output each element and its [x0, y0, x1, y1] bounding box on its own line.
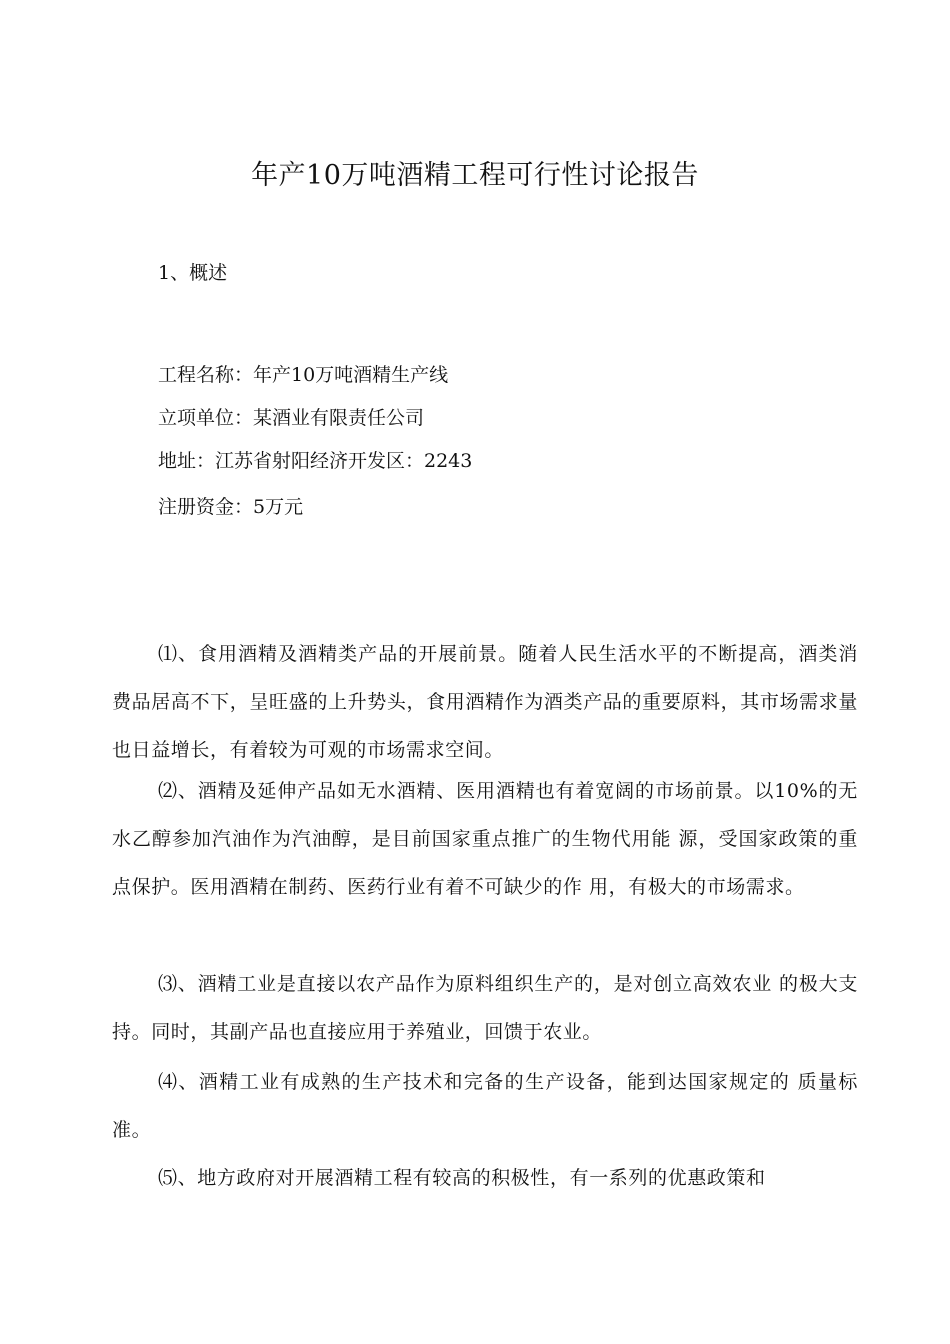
document-title: 年产10万吨酒精工程可行性讨论报告: [251, 160, 699, 191]
section-heading-overview: 1、概述: [158, 262, 228, 284]
paragraph-1: ⑴、食用酒精及酒精类产品的开展前景。随着人民生活水平的不断提高，酒类消费品居高不下，呈旺盛的上升势头，食用酒精作为酒类产品的重要原料，其市场需求量也日益增长，有着较为可观的市场需求空间。: [112, 643, 858, 761]
paragraph-5: ⑸、地方政府对开展酒精工程有较高的积极性，有一系列的优惠政策和: [158, 1167, 766, 1189]
applicant-line: 立项单位：某酒业有限责任公司: [158, 407, 425, 429]
paragraph-2: ⑵、酒精及延伸产品如无水酒精、医用酒精也有着宽阔的市场前景。以10%的无水乙醇参加汽油作为汽油醇，是目前国家重点推广的生物代用能 源，受国家政策的重点保护。医用酒精在制药、医药行业有着不可缺少的作 用，有极大的市场需求。: [112, 780, 858, 898]
registered-capital-line: 注册资金：5万元: [158, 496, 304, 518]
address-line: 地址：江苏省射阳经济开发区：2243: [158, 450, 473, 472]
project-name-line: 工程名称：年产10万吨酒精生产线: [158, 364, 449, 386]
paragraph-4: ⑷、酒精工业有成熟的生产技术和完备的生产设备，能到达国家规定的 质量标准。: [112, 1071, 858, 1141]
paragraph-3: ⑶、酒精工业是直接以农产品作为原料组织生产的，是对创立高效农业 的极大支持。同时，其副产品也直接应用于养殖业，回馈于农业。: [112, 973, 858, 1043]
